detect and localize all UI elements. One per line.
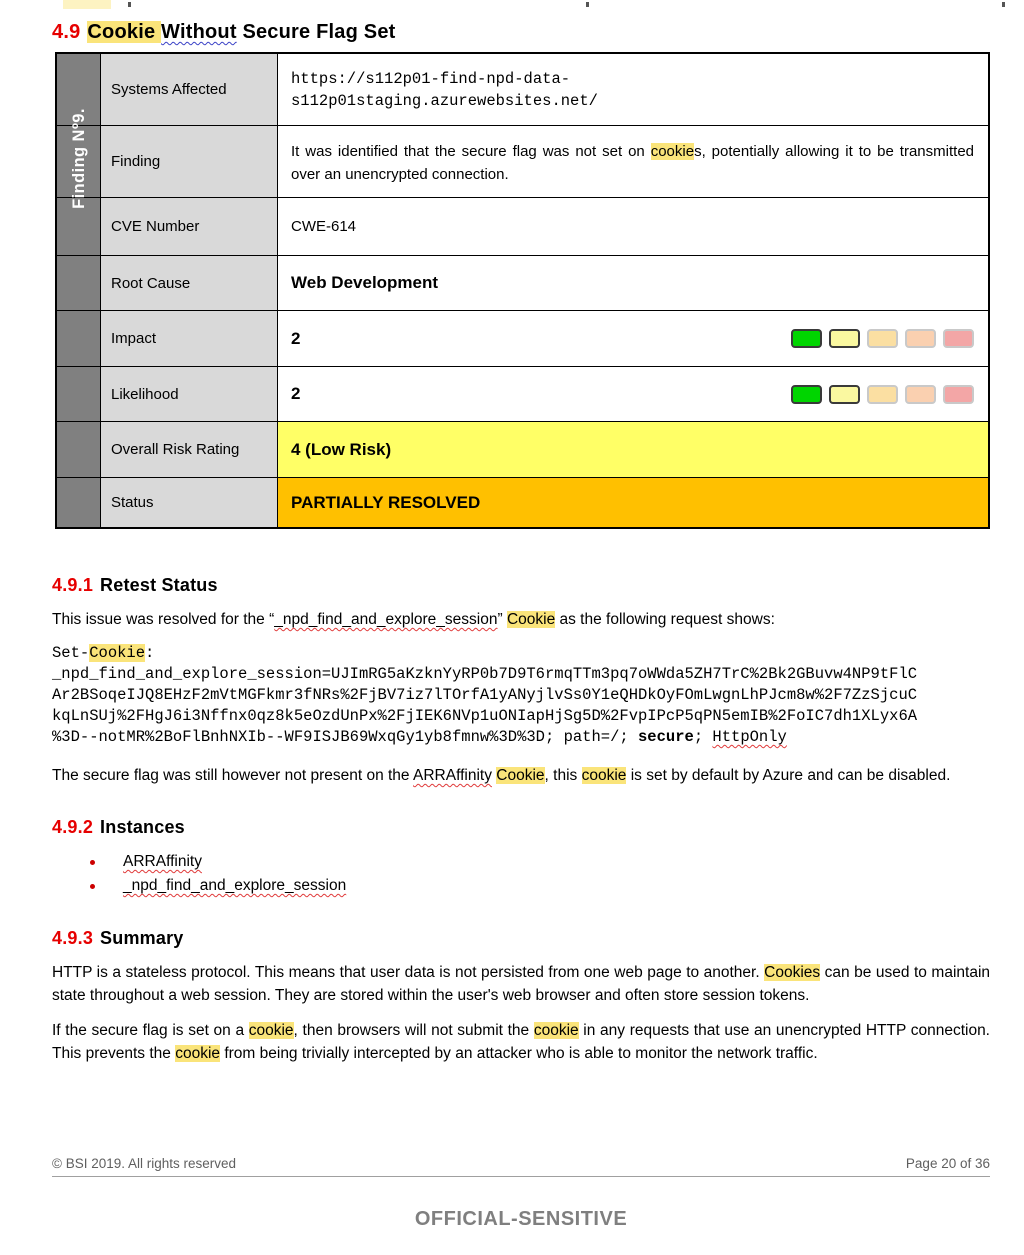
text-span: If the secure flag is set on a [52, 1022, 249, 1039]
highlighted-text: cookie [533, 1022, 579, 1039]
row-label-overall-risk-rating: Overall Risk Rating [101, 421, 278, 477]
highlighted-text: cookie [175, 1045, 221, 1062]
text-span: secure [638, 728, 694, 746]
finding-number-bar [57, 366, 101, 421]
highlighted-text: cookie [248, 1022, 294, 1039]
finding-number-bar [57, 255, 101, 310]
finding-number-label: Finding Nº9. [69, 107, 88, 209]
text-span: ; [693, 728, 713, 746]
text-span: is set by default by Azure and can be disabled. [626, 767, 951, 784]
section-title-text: Instances [100, 817, 185, 837]
text-span: , then browsers will not submit the [293, 1022, 534, 1039]
text-span: %3D--notMR%2BoFlBnhNXIb--WF9ISJB69WxqGy1yb8fmnw%3D%3D; path=/; [52, 728, 638, 746]
section-number: 4.9.3 [52, 928, 94, 948]
highlighted-text: cookie [650, 142, 695, 160]
page-footer [52, 1156, 990, 1177]
status-value: PARTIALLY RESOLVED [278, 477, 988, 527]
row-label-impact: Impact [101, 310, 278, 366]
retest-outro-paragraph [52, 764, 990, 787]
impact-rating-scale [791, 329, 974, 348]
overall-risk-rating-value: 4 (Low Risk) [278, 421, 988, 477]
list-item [90, 874, 990, 898]
squiggle-underlined-text: ARRAffinity [123, 853, 202, 870]
squiggle-underlined-text: HttpOnly [712, 728, 787, 746]
instances-list [52, 850, 990, 898]
section-title-text: Retest Status [100, 575, 218, 595]
row-label-likelihood: Likelihood [101, 366, 278, 421]
section-number: 4.9.1 [52, 575, 94, 595]
section-number: 4.9.2 [52, 817, 94, 837]
retest-intro-paragraph [52, 608, 990, 631]
list-item [90, 850, 990, 874]
code-line [52, 643, 990, 664]
row-label-cve-number: CVE Number [101, 197, 278, 255]
squiggle-underlined-text: Without [161, 21, 237, 43]
code-line [52, 685, 990, 706]
highlighted-text: Cookie [506, 611, 556, 628]
section-title-text [87, 21, 395, 43]
likelihood-value [278, 366, 988, 421]
text-span: as the following request shows: [555, 611, 775, 628]
text-span: from being trivially intercepted by an attacker who is able to monitor the network traffic. [220, 1045, 818, 1062]
footer-copyright: © BSI 2019. All rights reserved [52, 1156, 237, 1171]
text-fragment [1002, 2, 1005, 7]
section-heading-4-9 [52, 21, 990, 44]
root-cause-value: Web Development [278, 255, 988, 310]
rating-box-3 [867, 385, 898, 404]
rating-box-4 [905, 329, 936, 348]
highlighted-text: Cookie [496, 767, 545, 784]
text-span: It was identified that the secure flag was not set on [291, 142, 651, 160]
finding-number-bar [57, 477, 101, 527]
squiggle-underlined-text: ARRAffinity [413, 767, 492, 784]
affected-url-line-1: https://s112p01-find-npd-data- [291, 69, 571, 88]
row-label-root-cause: Root Cause [101, 255, 278, 310]
text-span: Set- [52, 644, 90, 662]
text-span: can be used to maintain state throughout a web session. They are stored within the user's web browser and often store session tokens. [52, 964, 991, 1004]
highlighted-text: Cookies [764, 964, 821, 981]
finding-number-bar [57, 197, 101, 255]
squiggle-underlined-text: _npd_find_and_explore_session [123, 877, 347, 894]
likelihood-rating-scale [791, 385, 974, 404]
section-title-text: Summary [100, 928, 184, 948]
rating-box-4 [905, 385, 936, 404]
text-span: _npd_find_and_explore_session=UJImRG5aKzknYyRP0b7D9T6rmqTTm3pq7oWWda5ZH7TrC%2Bk2GBuvw4NP9tFlC [52, 665, 918, 683]
systems-affected-value [278, 54, 988, 125]
finding-table [55, 52, 990, 529]
text-span: s, potentially allowing it to be transmitted over an unencrypted connection. [291, 142, 974, 183]
highlighted-text: Cookie [89, 644, 146, 662]
impact-score: 2 [291, 328, 301, 348]
cve-number-value: CWE-614 [278, 197, 988, 255]
text-span: : [145, 644, 155, 662]
rating-box-2 [829, 385, 860, 404]
text-span: Secure Flag Set [236, 21, 396, 43]
text-span: This issue was resolved for the “ [52, 611, 275, 628]
highlighted-text: Cookie [87, 21, 162, 43]
squiggle-underlined-text: _npd_find_and_explore_session [274, 611, 498, 628]
classification-marking: OFFICIAL-SENSITIVE [414, 1208, 628, 1230]
finding-number-bar [57, 310, 101, 366]
highlighted-text: cookie [581, 767, 627, 784]
clipped-previous-line [0, 0, 1024, 9]
text-span: , this [544, 767, 582, 784]
finding-number-bar [57, 421, 101, 477]
code-line [52, 727, 990, 748]
summary-paragraph-2 [52, 1019, 990, 1065]
text-fragment [586, 2, 589, 7]
section-heading-4-9-1 [52, 575, 990, 596]
text-fragment [128, 2, 131, 7]
likelihood-score: 2 [291, 384, 301, 403]
code-line [52, 664, 990, 685]
finding-value [278, 125, 988, 197]
clipped-highlight-fragment [63, 0, 111, 9]
rating-box-2 [829, 329, 860, 348]
section-number: 4.9 [52, 21, 81, 43]
summary-paragraph-1 [52, 961, 990, 1007]
text-span: in any requests that use an unencrypted HTTP connection. This prevents the [52, 1022, 990, 1062]
set-cookie-code-block [52, 643, 990, 748]
affected-url-line-2: s112p01staging.azurewebsites.net/ [291, 91, 598, 110]
text-span: Ar2BSoqeIJQ8EHzF2mVtMGFkmr3fNRs%2FjBV7iz7lTOrfA1yANyjlvSs0Y1eQHDkOyFOmLwgnLhPJcm8w%2F7ZzSjcuC [52, 686, 918, 704]
code-line [52, 706, 990, 727]
section-heading-4-9-2 [52, 817, 990, 838]
row-label-systems-affected: Systems Affected [101, 54, 278, 125]
finding-number-bar [57, 125, 101, 197]
text-span: ” [497, 611, 507, 628]
finding-text [291, 138, 974, 186]
footer-page-number: Page 20 of 36 [905, 1156, 990, 1171]
rating-box-3 [867, 329, 898, 348]
text-span: HTTP is a stateless protocol. This means that user data is not persisted from one web page to another. [52, 964, 765, 981]
rating-box-1 [791, 329, 822, 348]
text-span: kqLnSUj%2FHgJ6i3Nffnx0qz8k5eOzdUnPx%2FjIEK6NVp1uONIapHjSg5D%2FvpIPcP5qPN5emIB%2FoIC7dh1XLyx6A [52, 707, 918, 725]
text-span: The secure flag was still however not present on the [52, 767, 414, 784]
rating-box-5 [943, 385, 974, 404]
impact-value [278, 310, 988, 366]
finding-number-bar [57, 54, 101, 125]
rating-box-5 [943, 329, 974, 348]
section-heading-4-9-3 [52, 928, 990, 949]
rating-box-1 [791, 385, 822, 404]
row-label-finding: Finding [101, 125, 278, 197]
row-label-status: Status [101, 477, 278, 527]
